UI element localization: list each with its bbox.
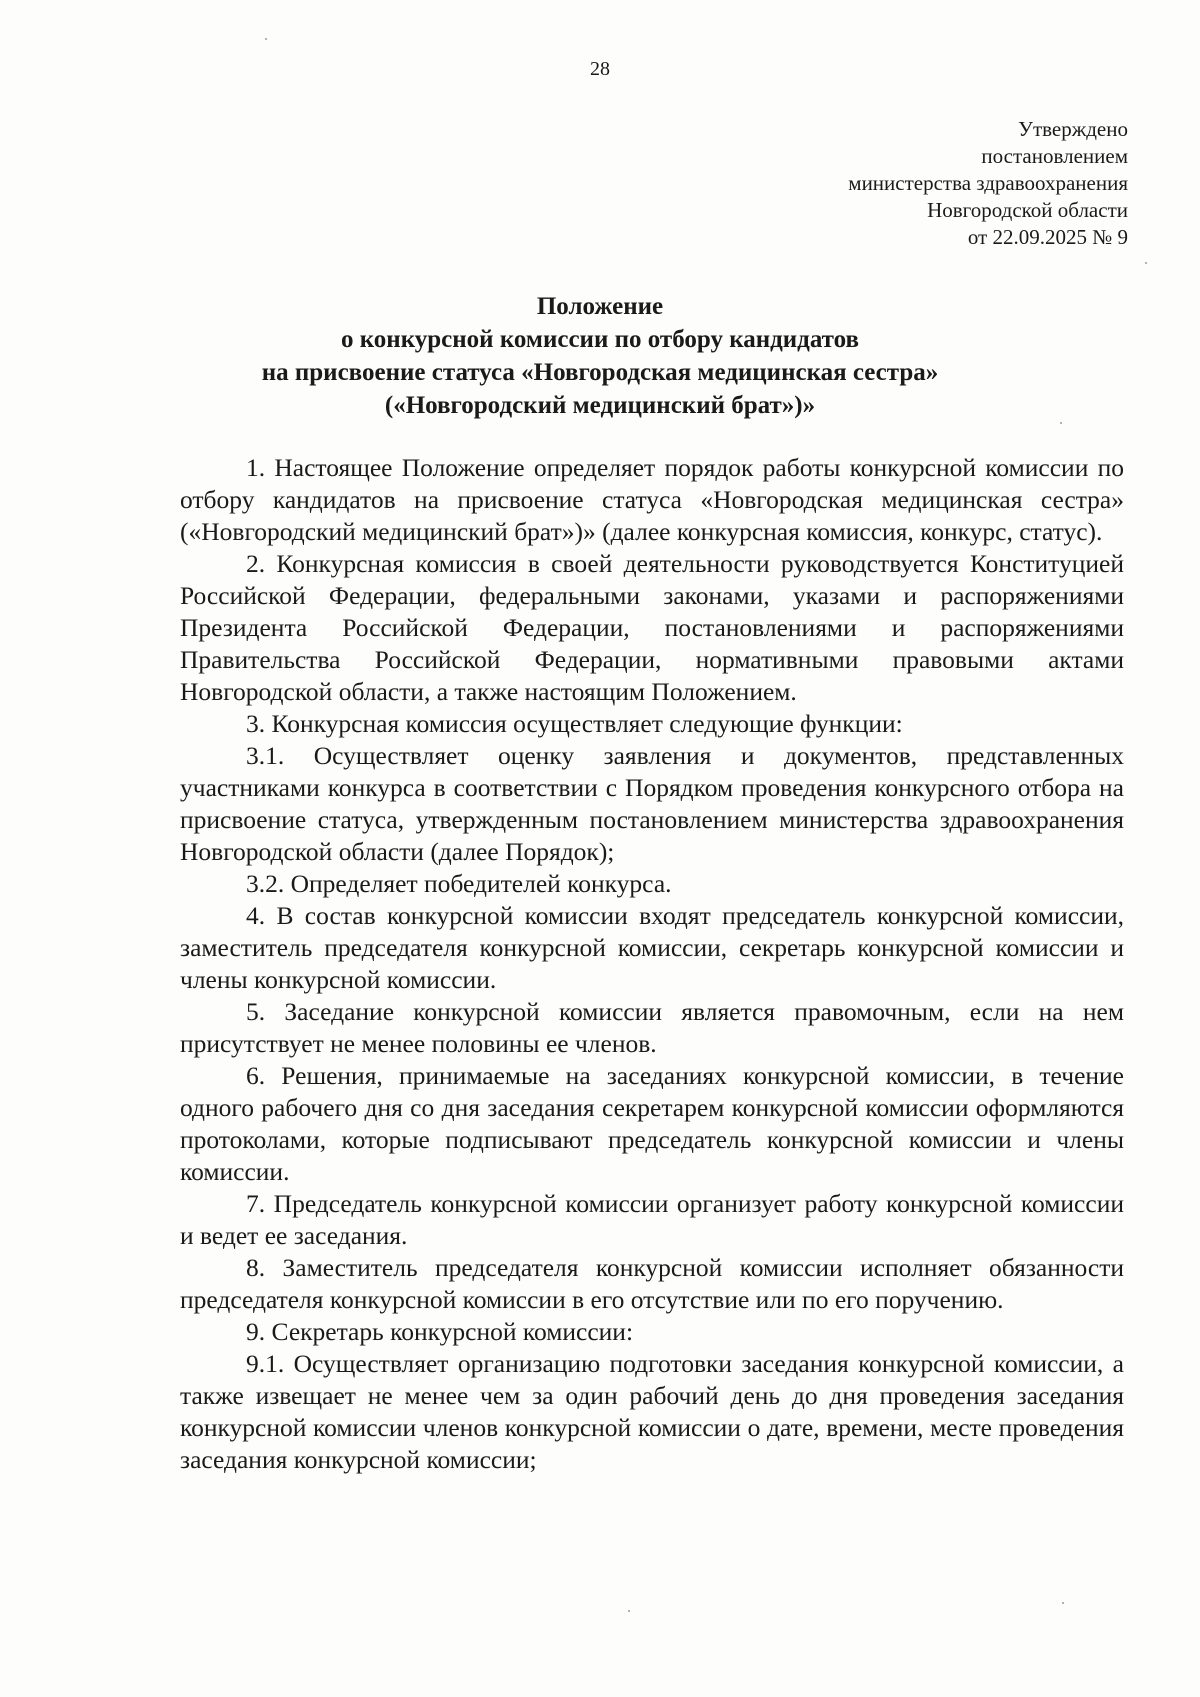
title-line: («Новгородский медицинский брат»)»: [384, 392, 816, 419]
paragraph-5: 5. Заседание конкурсной комиссии является правомочным, если на нем присутствует не менее половины ее членов.: [180, 997, 1124, 1058]
scan-speck: [1145, 262, 1147, 264]
paragraph-9: 9. Секретарь конкурсной комиссии:: [246, 1317, 634, 1346]
page-number: 28: [590, 58, 610, 80]
approval-stamp-block: [848, 116, 1128, 251]
approval-line: от 22.09.2025 № 9: [967, 225, 1128, 249]
paragraph-3: 3. Конкурсная комиссия осуществляет следующие функции:: [246, 709, 903, 738]
approval-line: Новгородской области: [927, 198, 1128, 222]
title-line: Положение: [536, 293, 664, 320]
approval-line: постановлением: [981, 144, 1128, 168]
paragraph-6: 6. Решения, принимаемые на заседаниях конкурсной комиссии, в течение одного рабочего дня со дня заседания секретарем конкурсной комиссии оформляются протоколами, которые подписывают председатель конкурсной комиссии и члены комиссии.: [180, 1061, 1124, 1186]
title-line: о конкурсной комиссии по отбору кандидатов: [340, 326, 860, 353]
scan-speck: [1060, 422, 1062, 424]
document-body: [180, 452, 1124, 1476]
paragraph-3-2: 3.2. Определяет победителей конкурса.: [246, 869, 672, 898]
scan-speck: [1062, 1602, 1064, 1604]
scan-speck: [628, 1610, 630, 1612]
paragraph-2: 2. Конкурсная комиссия в своей деятельности руководствуется Конституцией Российской Федерации, федеральными законами, указами и распоряжениями Президента Российской Федерации, постановлениями и распоряжениями Правительства Российской Федерации, нормативными правовыми актами Новгородской области, а также настоящим Положением.: [180, 549, 1124, 706]
approval-line: Утверждено: [1018, 117, 1128, 141]
paragraph-4: 4. В состав конкурсной комиссии входят председатель конкурсной комиссии, заместитель председателя конкурсной комиссии, секретарь конкурсной комиссии и члены конкурсной комиссии.: [180, 901, 1124, 994]
paragraph-3-1: 3.1. Осуществляет оценку заявления и документов, представленных участниками конкурса в соответствии с Порядком проведения конкурсного отбора на присвоение статуса, утвержденным постановлением министерства здравоохранения Новгородской области (далее Порядок);: [180, 741, 1124, 866]
paragraph-7: 7. Председатель конкурсной комиссии организует работу конкурсной комиссии и ведет ее заседания.: [180, 1189, 1124, 1250]
paragraph-9-1: 9.1. Осуществляет организацию подготовки заседания конкурсной комиссии, а также извещает не менее чем за один рабочий день до дня проведения заседания конкурсной комиссии членов конкурсной комиссии о дате, времени, месте проведения заседания конкурсной комиссии;: [180, 1349, 1124, 1474]
scan-speck: [265, 38, 267, 40]
paragraph-1: 1. Настоящее Положение определяет порядок работы конкурсной комиссии по отбору кандидатов на присвоение статуса «Новгородская медицинская сестра» («Новгородский медицинский брат»)» (далее конкурсная комиссия, конкурс, статус).: [180, 453, 1124, 546]
approval-line: министерства здравоохранения: [848, 171, 1128, 195]
paragraph-8: 8. Заместитель председателя конкурсной комиссии исполняет обязанности председателя конкурсной комиссии в его отсутствие или по его поручению.: [180, 1253, 1124, 1314]
title-line: на присвоение статуса «Новгородская медицинская сестра»: [261, 359, 939, 386]
document-title: [0, 290, 1200, 422]
